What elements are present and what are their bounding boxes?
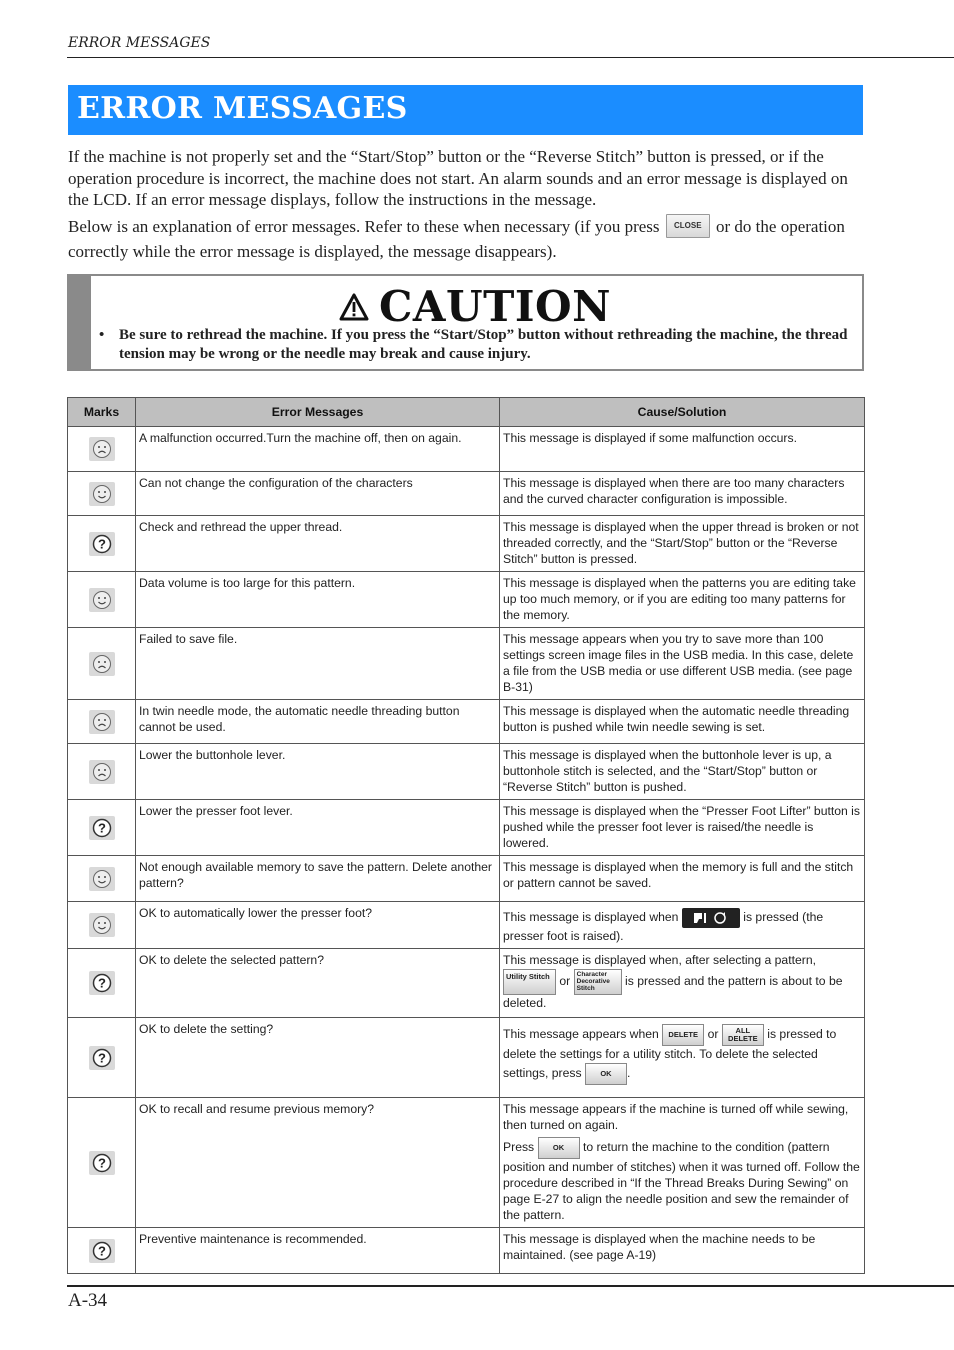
error-messages-table: [67, 397, 865, 1274]
cause-cell: This message appears when you try to save more than 100 settings screen image files in the USB media. In this case, delete a file from the USB media or use different USB media. (see page B-31): [500, 628, 865, 700]
error-message-cell: Not enough available memory to save the pattern. Delete another pattern?: [136, 856, 500, 902]
cause-cell: [500, 1018, 865, 1098]
caution-heading-text: CAUTION: [379, 282, 612, 331]
utility-stitch-key: Utility Stitch: [503, 969, 556, 995]
page-number: A-34: [68, 1290, 108, 1311]
cause-text-b: Press: [503, 1140, 535, 1155]
cause-cell: This message is displayed when the “Presser Foot Lifter” button is pushed while the presser foot lever is raised/the needle is lowered.: [500, 800, 865, 856]
mark-cell: [68, 902, 136, 949]
or-text: or: [707, 1027, 719, 1042]
error-message-cell: Lower the presser foot lever.: [136, 800, 500, 856]
warning-triangle-icon: [339, 293, 369, 321]
ok-key: OK: [538, 1137, 580, 1159]
cause-cell: This message is displayed when the automatic needle threading button is pushed while twin needle sewing is set.: [500, 700, 865, 744]
sad-face-icon: [89, 437, 115, 461]
svg-text:?: ?: [97, 975, 106, 991]
intro-text-after: or do the operation correctly while the error message is displayed, the message disappears).: [68, 217, 845, 262]
mark-cell: [68, 1098, 136, 1228]
error-message-cell: OK to automatically lower the presser foot?: [136, 902, 500, 949]
mark-cell: [68, 427, 136, 472]
cause-cell: This message is displayed when the machine needs to be maintained. (see page A-19): [500, 1228, 865, 1274]
intro-paragraph-2: [68, 215, 868, 263]
mark-cell: [68, 516, 136, 572]
mark-cell: [68, 949, 136, 1018]
cause-cell: This message is displayed when the upper thread is broken or not threaded correctly, and the “Start/Stop” button or the “Reverse Stitch” button is pressed.: [500, 516, 865, 572]
caution-heading: [339, 282, 611, 331]
table-row: [68, 800, 865, 856]
smile-face-icon: [89, 588, 115, 612]
column-header-error-messages: Error Messages: [136, 398, 500, 427]
error-message-cell: A malfunction occurred.Turn the machine off, then on again.: [136, 427, 500, 472]
column-header-marks: Marks: [68, 398, 136, 427]
caution-box: [67, 274, 864, 371]
table-row: [68, 572, 865, 628]
table-header-row: [68, 398, 865, 427]
character-decorative-stitch-key: Character Decorative Stitch: [574, 969, 622, 995]
smile-face-icon: [89, 867, 115, 891]
cause-cell: [500, 949, 865, 1018]
all-delete-key: ALL DELETE: [722, 1024, 764, 1046]
table-row: [68, 902, 865, 949]
svg-text:?: ?: [97, 1050, 106, 1065]
question-icon: [89, 1239, 115, 1263]
mark-cell: [68, 1228, 136, 1274]
question-icon: [89, 1151, 115, 1175]
presser-foot-lifter-key: [682, 908, 740, 928]
delete-key: DELETE: [662, 1024, 704, 1046]
cause-cell: This message is displayed when there are too many characters and the curved character configuration is impossible.: [500, 472, 865, 516]
bottom-rule: [67, 1285, 954, 1287]
cause-cell: This message is displayed when the patterns you are editing take up too much memory, or if you are editing too many patterns for the memory.: [500, 572, 865, 628]
cause-cell: [500, 1098, 865, 1228]
mark-cell: [68, 628, 136, 700]
mark-cell: [68, 856, 136, 902]
cause-cell: This message is displayed when the buttonhole lever is up, a buttonhole stitch is selected, and the “Start/Stop” button or “Reverse Stitch” button is pushed.: [500, 744, 865, 800]
table-row: [68, 700, 865, 744]
cause-text-b: is pressed and the pattern is about to be deleted.: [503, 974, 843, 1010]
error-message-cell: OK to delete the setting?: [136, 1018, 500, 1098]
cause-text-a: This message appears if the machine is turned off while sewing, then turned on again.: [503, 1102, 849, 1132]
question-icon: [89, 971, 115, 995]
caution-item: [99, 326, 849, 364]
error-message-cell: Preventive maintenance is recommended.: [136, 1228, 500, 1274]
table-row: [68, 472, 865, 516]
mark-cell: [68, 1018, 136, 1098]
smile-face-icon: [89, 482, 115, 506]
table-row: [68, 856, 865, 902]
intro-text-before: Below is an explanation of error messages. Refer to these when necessary (if you press: [68, 217, 660, 236]
error-message-cell: Can not change the configuration of the characters: [136, 472, 500, 516]
table-row: [68, 1228, 865, 1274]
error-message-cell: Data volume is too large for this pattern.: [136, 572, 500, 628]
smile-face-icon: [89, 913, 115, 937]
table-row: [68, 744, 865, 800]
sad-face-icon: [89, 652, 115, 676]
table-row: [68, 1098, 865, 1228]
running-head: ERROR MESSAGES: [68, 35, 211, 51]
cause-text-b: is pressed (the presser foot is raised).: [503, 910, 824, 943]
error-message-cell: Failed to save file.: [136, 628, 500, 700]
question-icon: [89, 1046, 115, 1070]
section-title-bar: [68, 85, 863, 135]
svg-text:?: ?: [97, 536, 106, 551]
mark-cell: [68, 700, 136, 744]
cause-cell: This message is displayed if some malfunction occurs.: [500, 427, 865, 472]
cause-cell: [500, 902, 865, 949]
svg-text:?: ?: [97, 820, 106, 835]
caution-text: Be sure to rethread the machine. If you press the “Start/Stop” button without rethreading the machine, the thread tension may be wrong or the needle may break and cause injury.: [119, 327, 848, 362]
cause-text-a: This message appears when: [503, 1027, 659, 1042]
table-row: [68, 628, 865, 700]
sad-face-icon: [89, 760, 115, 784]
section-title: ERROR MESSAGES: [77, 91, 408, 126]
cause-cell: This message is displayed when the memory is full and the stitch or pattern cannot be saved.: [500, 856, 865, 902]
error-message-cell: OK to delete the selected pattern?: [136, 949, 500, 1018]
table-row: [68, 427, 865, 472]
presser-foot-lifter-icon: [688, 910, 734, 926]
question-icon: [89, 532, 115, 556]
cause-text-b: is pressed to delete the settings for a utility stitch. To delete the selected settings, press: [503, 1027, 837, 1081]
error-message-cell: OK to recall and resume previous memory?: [136, 1098, 500, 1228]
mark-cell: [68, 572, 136, 628]
close-button-key: CLOSE: [666, 214, 710, 238]
cause-text-a: This message is displayed when, after selecting a pattern,: [503, 953, 816, 967]
cause-text-c: to return the machine to the condition (pattern position and number of stitches) when it was turned off. Follow the procedure described in “If the Thread Breaks During Sewing” on page E-27 to align the needle position and sew the remainder of the pattern.: [503, 1140, 860, 1222]
caution-bullet: •: [99, 327, 105, 343]
table-row: [68, 949, 865, 1018]
mark-cell: [68, 744, 136, 800]
svg-text:?: ?: [97, 1243, 106, 1258]
question-icon: [89, 816, 115, 840]
table-row: [68, 1018, 865, 1098]
intro-paragraph-1: If the machine is not properly set and the “Start/Stop” button or the “Reverse Stitch” button is pressed, or if the operation procedure is incorrect, the machine does not start. An alarm sounds and an error message is displayed on the LCD. If an error message displays, follow the instructions in the message.: [68, 147, 848, 209]
table-row: [68, 516, 865, 572]
error-message-cell: In twin needle mode, the automatic needle threading button cannot be used.: [136, 700, 500, 744]
column-header-cause-solution: Cause/Solution: [500, 398, 865, 427]
caution-stripe: [69, 276, 91, 369]
or-text: or: [559, 974, 571, 989]
ok-key: OK: [585, 1063, 627, 1085]
mark-cell: [68, 472, 136, 516]
mark-cell: [68, 800, 136, 856]
error-message-cell: Lower the buttonhole lever.: [136, 744, 500, 800]
error-message-cell: Check and rethread the upper thread.: [136, 516, 500, 572]
svg-text:?: ?: [97, 1155, 106, 1170]
cause-text-a: This message is displayed when: [503, 910, 679, 925]
sad-face-icon: [89, 710, 115, 734]
top-rule: [67, 57, 954, 58]
cause-text-c: .: [626, 1066, 631, 1081]
